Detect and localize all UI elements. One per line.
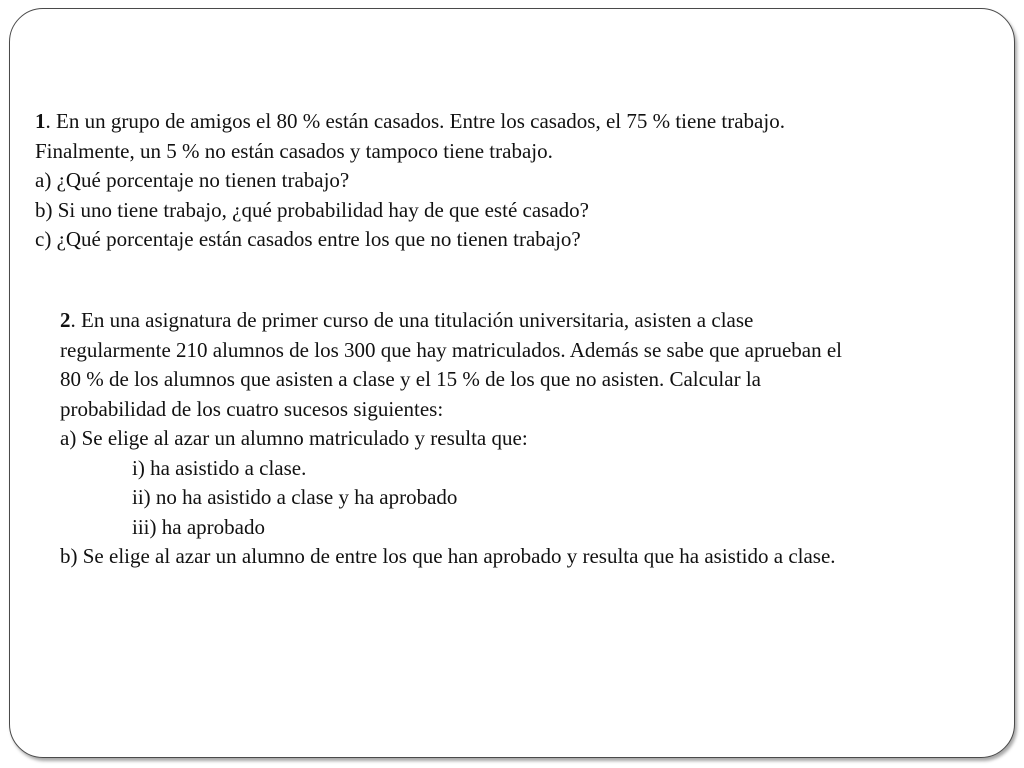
problem-2-subitem-iii: iii) ha aprobado xyxy=(132,514,265,539)
problem-2-subitem-ii: ii) no ha asistido a clase y ha aprobado xyxy=(132,485,458,509)
problem-2-line-3: 80 % de los alumnos que asisten a clase y el 15 % de los que no asisten. Calcular la xyxy=(60,367,761,391)
problem-2-line-2: regularmente 210 alumnos de los 300 que hay matriculados. Además se sabe que aprueban el xyxy=(60,337,843,362)
problem-2-number: 2 xyxy=(60,308,71,332)
problem-2-statement-start: . En una asignatura de primer curso de una titulación universitaria, asisten a clase xyxy=(70,308,754,332)
problem-2 xyxy=(60,306,842,572)
problem-1-line-2: Finalmente, un 5 % no están casados y tampoco tiene trabajo. xyxy=(35,138,553,163)
problem-1-question-b: b) Si uno tiene trabajo, ¿qué probabilidad hay de que esté casado? xyxy=(35,197,589,222)
problem-1-question-c: c) ¿Qué porcentaje están casados entre los que no tienen trabajo? xyxy=(35,227,581,251)
problem-1-line-1 xyxy=(35,107,785,137)
problem-2-part-a: a) Se elige al azar un alumno matriculado y resulta que: xyxy=(60,426,528,450)
problem-1-statement-start: . En un grupo de amigos el 80 % están casados. Entre los casados, el 75 % tiene trabajo. xyxy=(45,109,785,133)
problem-2-line-4: probabilidad de los cuatro sucesos siguientes: xyxy=(60,396,444,421)
problem-2-subitem-i: i) ha asistido a clase. xyxy=(132,455,307,480)
problem-1 xyxy=(35,107,785,255)
problem-1-number: 1 xyxy=(35,109,46,133)
problem-1-question-a: a) ¿Qué porcentaje no tienen trabajo? xyxy=(35,168,350,192)
problem-2-part-b: b) Se elige al azar un alumno de entre los que han aprobado y resulta que ha asistido a clase. xyxy=(60,544,836,568)
problem-2-line-1 xyxy=(60,306,842,336)
